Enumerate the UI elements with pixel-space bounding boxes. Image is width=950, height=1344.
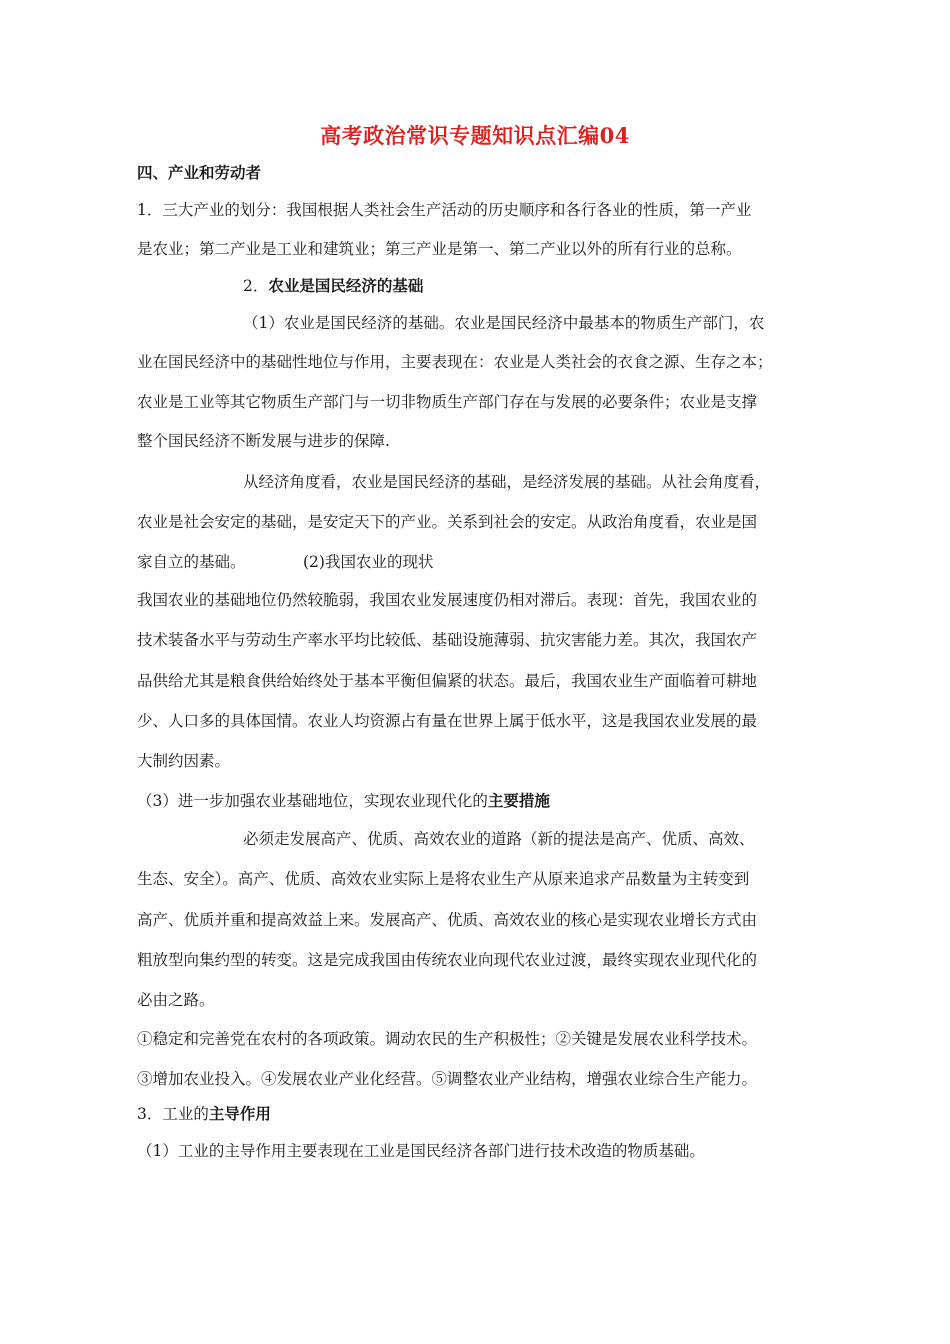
document-title: 高考政治常识专题知识点汇编04	[320, 123, 630, 148]
item1-line2: 是农业；第二产业是工业和建筑业；第三产业是第一、第二产业以外的所有行业的总称。	[137, 240, 742, 258]
item3-heading-prefix: 3．工业的	[137, 1105, 209, 1123]
para-3-heading-bold: 主要措施	[487, 792, 550, 810]
item2-heading	[243, 276, 423, 296]
para-3-heading-prefix: （3）进一步加强农业基础地位，实现农业现代化的	[137, 792, 488, 810]
para-status-line1: 我国农业的基础地位仍然较脆弱，我国农业发展速度仍相对滞后。表现：首先，我国农业的	[137, 591, 758, 609]
item2-heading-prefix: 2．	[243, 277, 269, 295]
para-status-line4: 少、人口多的具体国情。农业人均资源占有量在世界上属于低水平，这是我国农业发展的最	[137, 712, 758, 730]
item2-heading-bold: 农业是国民经济的基础	[268, 277, 424, 295]
para-measures-line1: 必须走发展高产、优质、高效农业的道路（新的提法是高产、优质、高效、	[243, 830, 755, 848]
item3-heading-bold: 主导作用	[208, 1105, 271, 1123]
para-2-1-line2: 业在国民经济中的基础性地位与作用，主要表现在：农业是人类社会的衣食之源、生存之本；	[137, 353, 773, 371]
para-angle-line1: 从经济角度看，农业是国民经济的基础，是经济发展的基础。从社会角度看，	[243, 473, 771, 491]
measures-list-line1: ①稳定和完善党在农村的各项政策。调动农民的生产积极性；②关键是发展农业科学技术。	[137, 1030, 758, 1048]
para-angle-line3a: 家自立的基础。	[137, 553, 246, 571]
para-status-line5: 大制约因素。	[137, 752, 231, 770]
para-angle-line2: 农业是社会安定的基础，是安定天下的产业。关系到社会的安定。从政治角度看，农业是国	[137, 513, 758, 531]
item1-line1: 1．三大产业的划分：我国根据人类社会生产活动的历史顺序和各行各业的性质，第一产业	[137, 201, 752, 219]
para-2-1-line3: 农业是工业等其它物质生产部门与一切非物质生产部门存在与发展的必要条件；农业是支撑	[137, 393, 758, 411]
para-3-heading	[137, 791, 550, 811]
para-status-line2: 技术装备水平与劳动生产率水平均比较低、基础设施薄弱、抗灾害能力差。其次，我国农产	[137, 631, 758, 649]
item3-heading	[137, 1104, 271, 1124]
para-2-1-line4: 整个国民经济不断发展与进步的保障.	[137, 432, 390, 450]
para-measures-line5: 必由之路。	[137, 991, 215, 1009]
section-heading: 四、产业和劳动者	[137, 164, 262, 182]
para-3-1: （1）工业的主导作用主要表现在工业是国民经济各部门进行技术改造的物质基础。	[137, 1142, 705, 1160]
measures-list-line2: ③增加农业投入。④发展农业产业化经营。⑤调整农业产业结构，增强农业综合生产能力。	[137, 1070, 758, 1088]
para-measures-line2: 生态、安全）。高产、优质、高效农业实际上是将农业生产从原来追求产品数量为主转变到	[137, 870, 750, 888]
para-status-line3: 品供给尤其是粮食供给始终处于基本平衡但偏紧的状态。最后，我国农业生产面临着可耕地	[137, 672, 758, 690]
para-2-1-line1: （1）农业是国民经济的基础。农业是国民经济中最基本的物质生产部门，农	[243, 314, 765, 332]
para-measures-line4: 粗放型向集约型的转变。这是完成我国由传统农业向现代农业过渡，最终实现农业现代化的	[137, 951, 758, 969]
para-angle-line3b: (2)我国农业的现状	[303, 553, 434, 571]
para-measures-line3: 高产、优质并重和提高效益上来。发展高产、优质、高效农业的核心是实现农业增长方式由	[137, 911, 758, 929]
